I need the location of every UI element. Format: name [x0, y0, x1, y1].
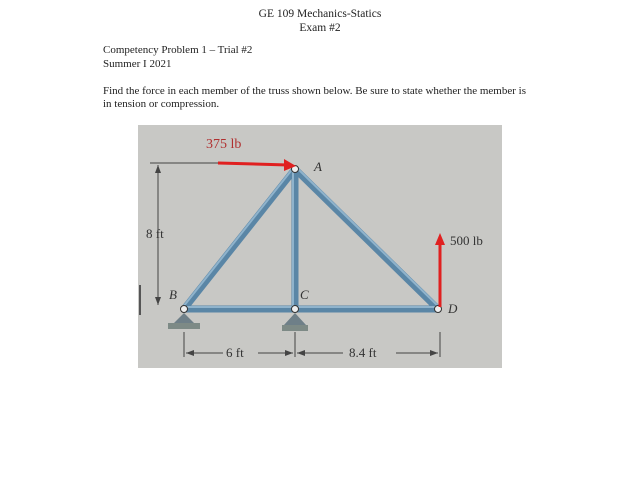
load-d-arrowhead [435, 233, 445, 245]
height-arrow-top [155, 165, 161, 173]
truss-figure [138, 125, 502, 368]
truss-members [184, 169, 438, 309]
joint-c-label: C [300, 287, 309, 302]
load-d-label: 500 lb [450, 233, 483, 248]
exam-number: Exam #2 [299, 22, 341, 34]
term: Summer I 2021 [103, 58, 172, 70]
height-label: 8 ft [146, 226, 164, 241]
course-title: GE 109 Mechanics-Statics [258, 8, 382, 20]
span-cd-arrow-left [297, 350, 305, 356]
joint-a-label: A [314, 159, 322, 174]
span-bc-label: 6 ft [226, 345, 244, 360]
load-a-label: 375 lb [206, 137, 242, 152]
span-cd-label: 8.4 ft [349, 345, 377, 360]
problem-prompt: Find the force in each member of the truss shown below. Be sure to state whether the member is in tension or compression. [103, 85, 526, 110]
support-c [282, 313, 308, 331]
member-ab [184, 169, 295, 309]
span-bc-arrow-right [285, 350, 293, 356]
document-header [0, 7, 640, 35]
member-ad [295, 169, 438, 309]
height-arrow-bottom [155, 297, 161, 305]
problem-meta [103, 43, 252, 71]
joint-d-label: D [448, 301, 458, 316]
joint-c [292, 306, 299, 313]
span-cd-arrow-right [430, 350, 438, 356]
joint-b-label: B [169, 287, 177, 302]
load-a-arrow-shaft [218, 163, 288, 165]
support-b [168, 313, 200, 329]
problem-title: Competency Problem 1 – Trial #2 [103, 44, 253, 56]
span-bc-arrow-left [186, 350, 194, 356]
joint-b [181, 306, 188, 313]
